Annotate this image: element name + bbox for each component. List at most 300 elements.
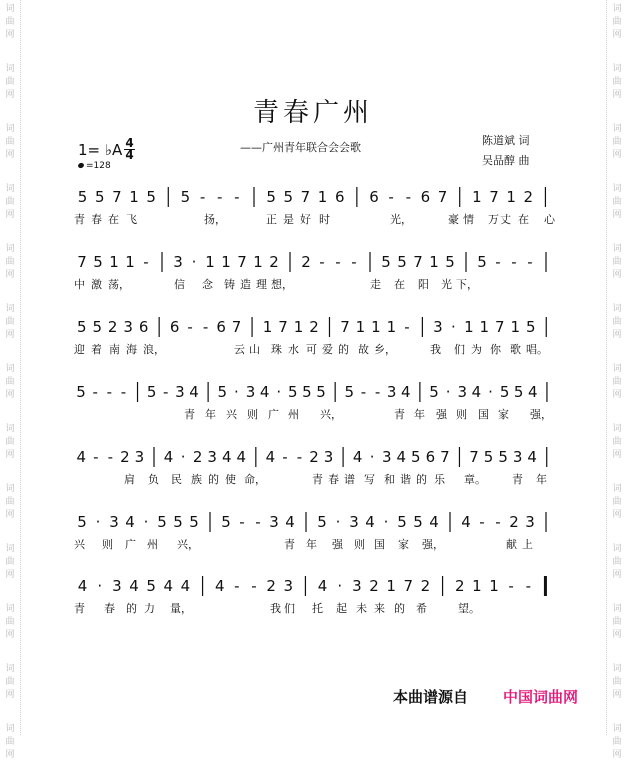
lyric-syllable: 春: [91, 213, 102, 226]
note: 6: [425, 448, 436, 466]
watermark-glyph: 曲: [612, 737, 622, 747]
lyric-syllable: 国: [478, 408, 489, 421]
lyric-syllable: 国: [374, 538, 385, 551]
watermark-glyph: 词: [5, 184, 15, 194]
note: 5: [397, 513, 407, 531]
note: 7: [112, 188, 122, 206]
watermark-glyph: 词: [612, 244, 622, 254]
lyric-syllable: 托: [312, 602, 323, 615]
quarter-note-icon: [77, 162, 84, 169]
lyric-row: [74, 536, 554, 552]
note: 5: [413, 513, 423, 531]
lyric-syllable: 强: [332, 538, 343, 551]
site-name[interactable]: 中国词曲网: [503, 688, 579, 706]
lyric-syllable: 则: [354, 538, 365, 551]
lyric-syllable: 唱。: [526, 343, 548, 356]
notation-row: [74, 508, 554, 536]
note: 5: [94, 188, 105, 206]
lyric-syllable: 负: [148, 473, 159, 486]
sustain-dash: -: [239, 513, 245, 531]
sustain-dash: -: [92, 383, 98, 401]
sustain-dash: -: [319, 253, 325, 271]
lyric-syllable: 飞: [126, 213, 137, 226]
note: 6: [420, 188, 431, 206]
watermark-glyph: 曲: [5, 497, 15, 507]
note: 1: [489, 577, 499, 595]
watermark-glyph: 曲: [5, 197, 15, 207]
note: 7: [231, 318, 242, 336]
notation-row: [74, 313, 554, 341]
time-signature-top: 4: [125, 136, 134, 150]
lyric-row: [74, 341, 554, 357]
note: 6: [138, 318, 149, 336]
lyric-syllable: 的: [416, 473, 427, 486]
lyric-syllable: 肩: [124, 473, 135, 486]
note: 1: [293, 318, 304, 336]
note: 5: [93, 253, 103, 271]
watermark-glyph: 曲: [612, 257, 622, 267]
note: 5: [283, 188, 294, 206]
lyric-syllable: 我: [270, 602, 281, 615]
lyric-syllable: 上: [522, 538, 533, 551]
note: 1: [464, 318, 474, 336]
sustain-dash: -: [187, 318, 193, 336]
watermark-glyph: 词: [612, 424, 622, 434]
note: 4: [265, 448, 276, 466]
watermark-glyph: 词: [5, 64, 15, 74]
sustain-dash: -: [495, 513, 501, 531]
note: 2: [369, 577, 379, 595]
sustain-dash: -: [508, 577, 514, 595]
note: 4: [189, 383, 199, 401]
note: 5: [317, 513, 327, 531]
lyric-syllable: 青: [74, 602, 85, 615]
lyric-syllable: 阳: [418, 278, 429, 291]
lyric-syllable: 强，: [422, 538, 444, 551]
watermark-glyph: 词: [612, 304, 622, 314]
dotted-mark: ·: [143, 513, 149, 531]
lyric-syllable: 珠: [271, 343, 282, 356]
sustain-dash: -: [93, 448, 99, 466]
note: 3: [457, 383, 468, 401]
watermark-glyph: 网: [612, 630, 622, 640]
note: 5: [445, 253, 455, 271]
note: 5: [513, 383, 524, 401]
lyric-syllable: 豪: [448, 213, 459, 226]
note: 6: [216, 318, 226, 336]
lyric-syllable: 家: [398, 538, 409, 551]
watermark-glyph: 词: [5, 4, 15, 14]
note: 7: [440, 448, 450, 466]
note: 7: [237, 253, 247, 271]
note: 5: [77, 513, 87, 531]
lyric-syllable: 青: [74, 213, 85, 226]
note: 6: [169, 318, 180, 336]
note: 3: [525, 513, 535, 531]
note: 1: [317, 188, 328, 206]
note: 2: [309, 448, 319, 466]
note: 7: [495, 318, 505, 336]
note: 4: [236, 448, 247, 466]
lyric-syllable: 族: [191, 473, 202, 486]
time-signature-bottom: 4: [125, 148, 134, 162]
note: 4: [180, 577, 191, 595]
note: 5: [397, 253, 407, 271]
sustain-dash: -: [143, 253, 149, 271]
lyric-syllable: 在: [518, 213, 529, 226]
watermark-glyph: 词: [612, 724, 622, 734]
score-line: [74, 248, 554, 308]
lyric-syllable: 广: [268, 408, 279, 421]
note: 4: [77, 577, 88, 595]
composer-credit: 吴品醇 曲: [482, 154, 530, 167]
note: 7: [403, 577, 414, 595]
notation-row: [74, 248, 554, 276]
lyric-syllable: 可: [306, 343, 317, 356]
note: 3: [352, 577, 362, 595]
note: 5: [173, 513, 183, 531]
lyric-syllable: 着: [91, 343, 102, 356]
note: 5: [189, 513, 199, 531]
lyric-syllable: 们: [454, 343, 465, 356]
lyric-syllable: 我: [430, 343, 441, 356]
lyric-syllable: 兴: [226, 408, 237, 421]
lyric-syllable: 铸: [224, 278, 235, 291]
tempo-marking: [78, 161, 111, 171]
sustain-dash: -: [388, 188, 394, 206]
note: 1: [355, 318, 366, 336]
note: 7: [489, 188, 499, 206]
lyric-syllable: 中: [74, 278, 85, 291]
note: 1: [205, 253, 215, 271]
watermark-glyph: 网: [612, 150, 622, 160]
sustain-dash: -: [525, 577, 531, 595]
lyric-syllable: 的: [208, 473, 219, 486]
lyric-syllable: 希: [416, 602, 427, 615]
watermark-glyph: 词: [612, 364, 622, 374]
lyric-syllable: 青: [512, 473, 523, 486]
note: 5: [316, 383, 326, 401]
sustain-dash: -: [234, 577, 240, 595]
note: 4: [429, 513, 439, 531]
note: 2: [266, 577, 276, 595]
watermark-glyph: 网: [612, 330, 622, 340]
note: 7: [469, 448, 479, 466]
note: 5: [180, 188, 191, 206]
note: 5: [146, 188, 156, 206]
lyric-syllable: 情: [463, 213, 474, 226]
lyric-syllable: 命，: [244, 473, 266, 486]
note: 4: [214, 577, 225, 595]
note: 2: [269, 253, 279, 271]
sustain-dash: -: [374, 383, 381, 401]
lyric-syllable: 光，: [390, 213, 412, 226]
note: 1: [506, 188, 516, 206]
note: 2: [420, 577, 431, 595]
sustain-dash: -: [495, 253, 501, 271]
note: 5: [77, 188, 88, 206]
note: 1: [479, 318, 490, 336]
watermark-glyph: 曲: [612, 77, 622, 87]
note: 1: [221, 253, 231, 271]
sustain-dash: -: [296, 448, 303, 466]
lyric-syllable: 则: [102, 538, 113, 551]
note: 1: [262, 318, 273, 336]
note: 2: [509, 513, 519, 531]
dotted-mark: ·: [276, 383, 282, 401]
notation-row: [74, 183, 554, 211]
note: 4: [285, 513, 295, 531]
lyric-syllable: 理: [256, 278, 267, 291]
lyric-syllable: 力: [144, 602, 155, 615]
note: 6: [334, 188, 345, 206]
watermark-glyph: 网: [5, 510, 15, 520]
lyric-syllable: 的: [338, 343, 349, 356]
note: 5: [217, 383, 228, 401]
lyric-syllable: 的: [394, 602, 405, 615]
note: 2: [107, 318, 118, 336]
lyric-syllable: 民: [171, 473, 182, 486]
note: 5: [411, 448, 421, 466]
lyric-syllable: 青: [394, 408, 405, 421]
watermark-glyph: 网: [5, 630, 15, 640]
watermark-glyph: 词: [5, 724, 15, 734]
watermark-glyph: 词: [5, 364, 15, 374]
lyric-syllable: 光: [441, 278, 452, 291]
lyric-row: [74, 471, 554, 487]
note: 3: [269, 513, 279, 531]
lyric-syllable: 你: [490, 343, 501, 356]
lyric-syllable: 献: [506, 538, 517, 551]
note: 1: [129, 188, 139, 206]
lyric-syllable: 年: [205, 408, 216, 421]
sustain-dash: -: [251, 577, 257, 595]
lyric-syllable: 来: [374, 602, 385, 615]
note: 7: [340, 318, 350, 336]
sustain-dash: -: [335, 253, 341, 271]
note: 7: [278, 318, 288, 336]
lyric-syllable: 南: [109, 343, 120, 356]
lyric-syllable: 青: [312, 473, 323, 486]
lyric-syllable: 走: [370, 278, 381, 291]
dotted-mark: ·: [191, 253, 197, 271]
lyric-syllable: 歌: [510, 343, 521, 356]
time-signature: [124, 138, 135, 161]
song-title: 青春广州: [252, 98, 373, 128]
note: 5: [92, 318, 102, 336]
note: 3: [109, 513, 119, 531]
watermark-glyph: 网: [612, 30, 622, 40]
dotted-mark: ·: [233, 383, 239, 401]
lyric-row: [74, 406, 554, 422]
sustain-dash: -: [234, 188, 240, 206]
note: 1: [510, 318, 521, 336]
note: 3: [134, 448, 145, 466]
watermark-glyph: 网: [5, 390, 15, 400]
note: 1: [386, 318, 397, 336]
note: 3: [283, 577, 294, 595]
tempo-value: =128: [86, 161, 111, 171]
lyric-syllable: 迎: [74, 343, 85, 356]
watermark-glyph: 网: [612, 390, 622, 400]
sustain-dash: -: [282, 448, 288, 466]
note: 1: [429, 253, 439, 271]
note: 2: [301, 253, 311, 271]
sustain-dash: -: [163, 383, 169, 401]
lyric-syllable: 州: [288, 408, 299, 421]
watermark-glyph: 网: [5, 750, 15, 760]
watermark-glyph: 曲: [612, 137, 622, 147]
note: 3: [207, 448, 217, 466]
lyric-syllable: 兴: [74, 538, 85, 551]
note: 5: [76, 383, 86, 401]
watermark-glyph: 曲: [612, 497, 622, 507]
note: 5: [498, 448, 508, 466]
note: 7: [413, 253, 423, 271]
lyric-row: [74, 276, 554, 292]
watermark-glyph: 词: [612, 664, 622, 674]
score-line: [74, 313, 554, 373]
note: 4: [163, 448, 174, 466]
lyric-syllable: 海: [126, 343, 137, 356]
note: 3: [175, 383, 185, 401]
watermark-glyph: 网: [5, 570, 15, 580]
score-line: [74, 572, 554, 632]
lyric-syllable: 扬，: [204, 213, 226, 226]
note: 4: [129, 577, 139, 595]
sustain-dash: -: [527, 253, 533, 271]
dotted-mark: ·: [383, 513, 389, 531]
lyric-syllable: 造: [240, 278, 251, 291]
lyric-syllable: 正: [266, 213, 277, 226]
watermark-glyph: 网: [5, 270, 15, 280]
lyric-syllable: 兴，: [177, 538, 199, 551]
lyric-syllable: 写: [364, 473, 375, 486]
score-line: [74, 508, 554, 568]
watermark-glyph: 词: [5, 544, 15, 554]
sustain-dash: -: [255, 513, 261, 531]
lyric-syllable: 激: [91, 278, 102, 291]
lyric-syllable: 想，: [271, 278, 293, 291]
lyric-syllable: 谱: [344, 473, 355, 486]
watermark-glyph: 曲: [612, 317, 622, 327]
lyric-syllable: 云: [234, 343, 245, 356]
note: 5: [221, 513, 231, 531]
lyric-syllable: 则: [247, 408, 258, 421]
watermark-glyph: 词: [612, 64, 622, 74]
sustain-dash: -: [217, 188, 223, 206]
note: 3: [433, 318, 443, 336]
note: 7: [77, 253, 87, 271]
watermark-glyph: 词: [612, 124, 622, 134]
watermark-glyph: 曲: [612, 437, 622, 447]
lyric-syllable: 在: [108, 213, 119, 226]
lyric-syllable: 丈: [500, 213, 511, 226]
lyric-syllable: 浪，: [143, 343, 165, 356]
lyric-syllable: 谐: [400, 473, 411, 486]
sustain-dash: -: [199, 188, 206, 206]
watermark-glyph: 词: [5, 124, 15, 134]
dotted-mark: ·: [450, 318, 456, 336]
source-label: 本曲谱源自: [393, 688, 469, 706]
note: 1: [109, 253, 119, 271]
sustain-dash: -: [351, 253, 357, 271]
note: 5: [146, 383, 157, 401]
lyric-syllable: 年: [306, 538, 317, 551]
watermark-glyph: 曲: [612, 377, 622, 387]
score-line: [74, 378, 554, 438]
dotted-mark: ·: [335, 513, 341, 531]
watermark-glyph: 曲: [5, 677, 15, 687]
note: 7: [437, 188, 448, 206]
note: 2: [309, 318, 319, 336]
note: 3: [245, 383, 256, 401]
note: 4: [259, 383, 270, 401]
note: 5: [76, 318, 87, 336]
note: 3: [386, 383, 397, 401]
sustain-dash: -: [479, 513, 485, 531]
sustain-dash: -: [120, 383, 127, 401]
note: 2: [454, 577, 465, 595]
dotted-mark: ·: [445, 383, 451, 401]
notation-row: [74, 572, 554, 600]
note: 1: [125, 253, 135, 271]
sustain-dash: -: [106, 383, 113, 401]
sustain-dash: -: [202, 318, 209, 336]
lyric-syllable: 章。: [464, 473, 486, 486]
lyric-syllable: 是: [283, 213, 294, 226]
lyric-row: [74, 211, 554, 227]
sustain-dash: -: [511, 253, 517, 271]
lyric-syllable: 家: [498, 408, 509, 421]
note: 4: [317, 577, 328, 595]
watermark-glyph: 网: [612, 510, 622, 520]
watermark-glyph: 曲: [5, 77, 15, 87]
note: 2: [192, 448, 203, 466]
watermark-glyph: 曲: [5, 317, 15, 327]
watermark-glyph: 词: [612, 184, 622, 194]
lyric-syllable: 和: [384, 473, 395, 486]
watermark-glyph: 网: [612, 690, 622, 700]
note: 3: [512, 448, 523, 466]
lyric-syllable: 荡，: [108, 278, 130, 291]
lyric-syllable: 们: [284, 602, 295, 615]
note: 3: [173, 253, 183, 271]
note: 6: [369, 188, 379, 206]
note: 4: [76, 448, 87, 466]
note: 5: [526, 318, 536, 336]
lyric-syllable: 春: [104, 602, 115, 615]
sustain-dash: -: [404, 318, 410, 336]
sustain-dash: -: [405, 188, 411, 206]
lyric-syllable: 使: [225, 473, 236, 486]
note: 4: [396, 448, 407, 466]
lyricist-credit: 陈道斌 词: [482, 134, 530, 147]
note: 4: [461, 513, 471, 531]
notation-row: [74, 443, 554, 471]
note: 5: [146, 577, 156, 595]
watermark-glyph: 网: [612, 570, 622, 580]
lyric-syllable: 兴，: [320, 408, 342, 421]
lyric-syllable: 年: [536, 473, 547, 486]
watermark-glyph: 网: [5, 330, 15, 340]
watermark-glyph: 曲: [612, 197, 622, 207]
note: 1: [472, 577, 482, 595]
dotted-mark: ·: [488, 383, 493, 401]
lyric-syllable: 爱: [322, 343, 333, 356]
watermark-glyph: 网: [5, 210, 15, 220]
note: 5: [288, 383, 298, 401]
